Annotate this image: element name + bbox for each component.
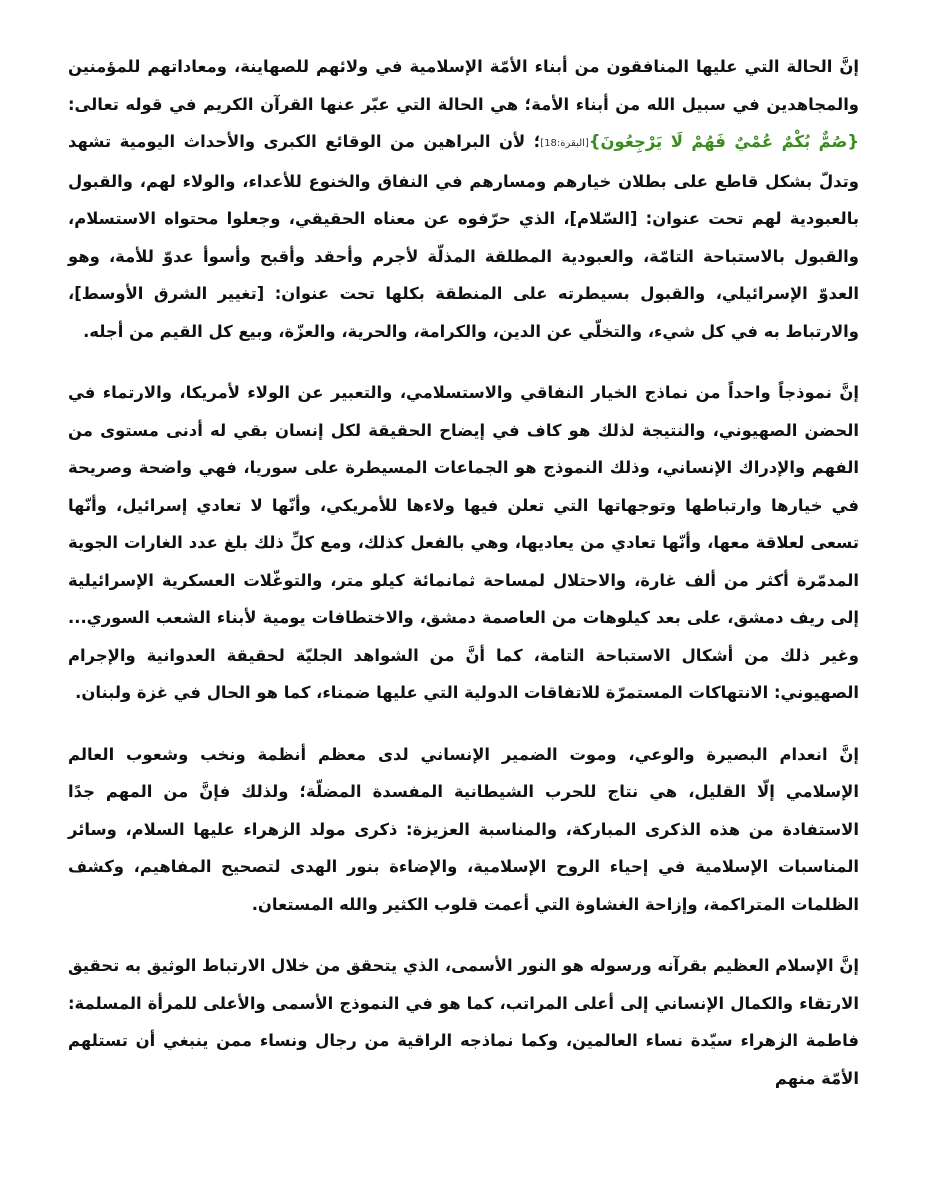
paragraph-1 (68, 48, 859, 350)
quran-reference: [البقرة:18] (540, 138, 589, 149)
paragraph-1-text-end: ؛ لأن البراهين من الوقائع الكبرى والأحداث اليومية تشهد وتدلّ بشكل قاطع على بطلان خيارهم ومسارهم في النفاق والخنوع للأعداء، والولاء لهم، والقبول بالعبودية لهم تحت عنوان: [السّلام]، الذي حرّفوه عن معناه الحقيقي، وجعلوا محتواه الاستسلام، والقبول بالاستباحة التامّة، والعبودية المطلقة المذلّة لأجرم وأحقد وأقبح وأسوأ عدوّ للأمة، وهو العدوّ الإسرائيلي، والقبول بسيطرته على المنطقة بكلها تحت عنوان: [تغيير الشرق الأوسط]، والارتباط به في كل شيء، والتخلّي عن الدين، والكرامة، والحرية، والعزّة، وبيع كل القيم من أجله. (68, 132, 859, 341)
quran-verse: {صُمٌّ بُكْمٌ عُمْيٌ فَهُمْ لَا يَرْجِعُونَ} (588, 132, 859, 151)
document-page (68, 48, 859, 1200)
paragraph-3: إنَّ انعدام البصيرة والوعي، وموت الضمير الإنساني لدى معظم أنظمة ونخب وشعوب العالم الإسلامي إلّا القليل، هي نتاج للحرب الشيطانية المفسدة المضلّة؛ ولذلك فإنَّ من المهم جدًا الاستفادة من هذه الذكرى المباركة، والمناسبة العزيزة: ذكرى مولد الزهراء عليها السلام، وسائر المناسبات الإسلامية في إحياء الروح الإسلامية، والإضاءة بنور الهدى لتصحيح المفاهيم، وكشف الظلمات المتراكمة، وإزاحة الغشاوة التي أعمت قلوب الكثير والله المستعان. (68, 744, 859, 914)
paragraph-2: إنَّ نموذجاً واحداً من نماذج الخيار النفاقي والاستسلامي، والتعبير عن الولاء لأمريكا، والارتماء في الحضن الصهيوني، والنتيجة لذلك هو كاف في إيضاح الحقيقة لكل إنسان بقي له أدنى مستوى من الفهم والإدراك الإنساني، وذلك النموذج هو الجماعات المسيطرة على سوريا، فهي واضحة وصريحة في خيارها وارتباطها وتوجهاتها التي تعلن فيها ولاءها للأمريكي، وأنّها لا تعادي إسرائيل، وأنّها تسعى لعلاقة معها، وأنّها تعادي من يعاديها، وهي بالفعل كذلك، ومع كلِّ ذلك بلغ عدد الغارات الجوية المدمّرة أكثر من ألف غارة، والاحتلال لمساحة ثمانمائة كيلو متر، والتوغّلات العسكرية الإسرائيلية إلى ريف دمشق، على بعد كيلوهات من العاصمة دمشق، والاختطافات يومية لأبناء الشعب السوري... وغير ذلك من أشكال الاستباحة التامة، كما أنَّ من الشواهد الجليّة لحقيقة العدوانية والإجرام الصهيوني: الانتهاكات المستمرّة للاتفاقات الدولية التي عليها ضمناء، كما هو الحال في غزة ولبنان. (68, 383, 859, 702)
paragraph-1-text-start: إنَّ الحالة التي عليها المنافقون من أبناء الأمّة الإسلامية في ولائهم للصهاينة، ومعاداتهم للمؤمنين والمجاهدين في سبيل الله من أبناء الأمة؛ هي الحالة التي عبّر عنها القرآن الكريم في قوله تعالى: (68, 57, 859, 114)
paragraph-4: إنَّ الإسلام العظيم بقرآنه ورسوله هو النور الأسمى، الذي يتحقق من خلال الارتباط الوثيق به تحقيق الارتقاء والكمال الإنساني إلى أعلى المراتب، كما هو في النموذج الأسمى والأعلى للمرأة المسلمة: فاطمة الزهراء سيّدة نساء العالمين، وكما نماذجه الراقية من رجال ونساء ممن ينبغي أن تستلهم الأمّة منهم (68, 956, 859, 1088)
